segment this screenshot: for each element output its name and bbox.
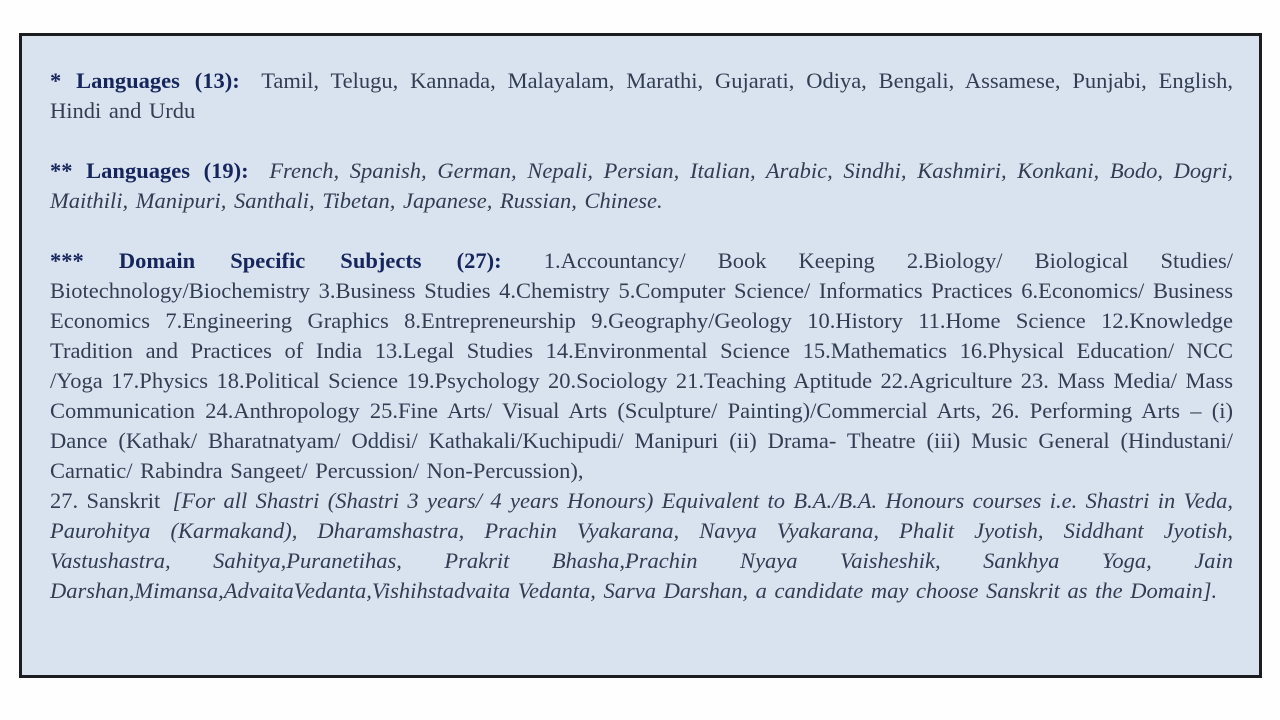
paragraph-domain-specific-subjects <box>50 246 1233 486</box>
languages-19-heading: ** Languages (19): <box>50 158 249 183</box>
sanskrit-item-label: 27. Sanskrit <box>50 488 161 513</box>
paragraph-sanskrit-note <box>50 486 1233 606</box>
paragraph-languages-19 <box>50 156 1233 216</box>
domain-subjects-list: 1.Accountancy/ Book Keeping 2.Biology/ Biological Studies/ Biotechnology/Biochemistry 3.Business Studies 4.Chemistry 5.Computer Science/ Informatics Practices 6.Economics/ Business Economics 7.Engineering Graphics 8.Entrepreneurship 9.Geography/Geology 10.History 11.Home Science 12.Knowledge Tradition and Practices of India 13.Legal Studies 14.Environmental Science 15.Mathematics 16.Physical Education/ NCC /Yoga 17.Physics 18.Political Science 19.Psychology 20.Sociology 21.Teaching Aptitude 22.Agriculture 23. Mass Media/ Mass Communication 24.Anthropology 25.Fine Arts/ Visual Arts (Sculpture/ Painting)/Commercial Arts, 26. Performing Arts – (i) Dance (Kathak/ Bharatnatyam/ Oddisi/ Kathakali/Kuchipudi/ Manipuri (ii) Drama- Theatre (iii) Music General (Hindustani/ Carnatic/ Rabindra Sangeet/ Percussion/ Non-Percussion), <box>50 248 1233 483</box>
paragraph-languages-13 <box>50 66 1233 126</box>
languages-19-list: French, Spanish, German, Nepali, Persian, Italian, Arabic, Sindhi, Kashmiri, Konkani, Bodo, Dogri, Maithili, Manipuri, Santhali, Tibetan, Japanese, Russian, Chinese. <box>50 158 1233 213</box>
domain-subjects-heading: *** Domain Specific Subjects (27): <box>50 248 502 273</box>
subjects-info-panel <box>19 33 1262 678</box>
languages-13-list: Tamil, Telugu, Kannada, Malayalam, Marathi, Gujarati, Odiya, Bengali, Assamese, Punjabi, English, Hindi and Urdu <box>50 68 1233 123</box>
languages-13-heading: * Languages (13): <box>50 68 240 93</box>
sanskrit-equivalence-note: [For all Shastri (Shastri 3 years/ 4 years Honours) Equivalent to B.A./B.A. Honours courses i.e. Shastri in Veda, Paurohitya (Karmakand), Dharamshastra, Prachin Vyakarana, Navya Vyakarana, Phalit Jyotish, Siddhant Jyotish, Vastushastra, Sahitya,Puranetihas, Prakrit Bhasha,Prachin Nyaya Vaisheshik, Sankhya Yoga, Jain Darshan,Mimansa,AdvaitaVedanta,Vishihstadvaita Vedanta, Sarva Darshan, a candidate may choose Sanskrit as the Domain]. <box>50 488 1233 603</box>
